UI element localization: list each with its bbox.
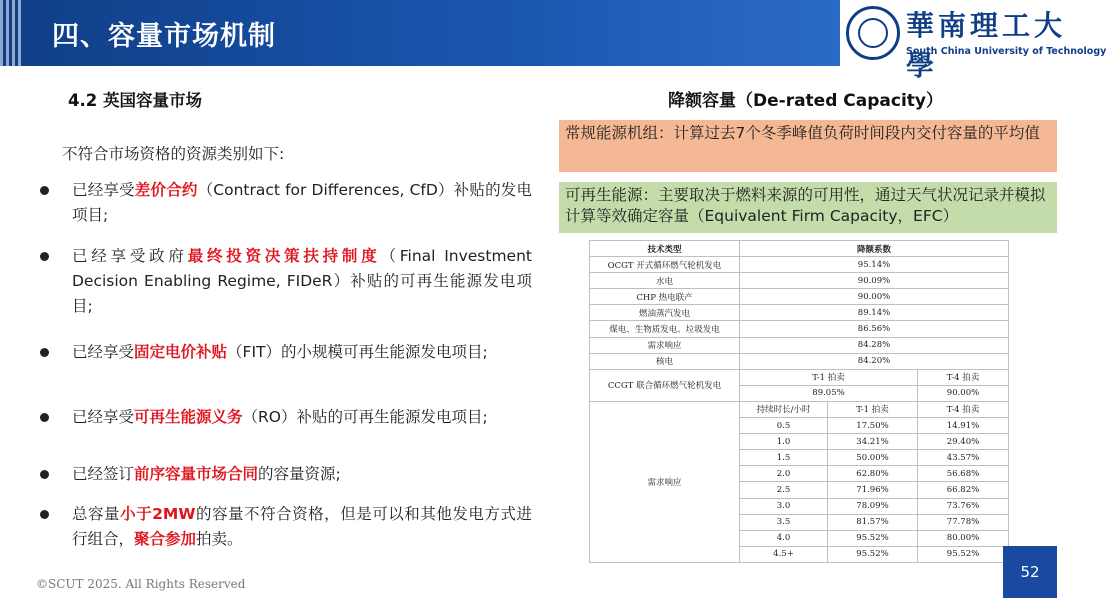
- table-cell: 89.14%: [740, 305, 1009, 321]
- table-row: [590, 257, 1009, 273]
- table-cell: 2.5: [740, 482, 828, 498]
- bullet-icon: [40, 186, 49, 195]
- university-name-cn: 華南理工大學: [906, 9, 1067, 82]
- table-cell: 62.80%: [828, 466, 918, 482]
- table-cell: 核电: [590, 353, 740, 369]
- table-cell: 89.05%: [740, 385, 918, 401]
- list-item: [40, 502, 532, 552]
- table-cell: 43.57%: [918, 450, 1009, 466]
- bullet-text: （Final Investment Decision Enabling Regime, FIDeR）补贴的可再生能源发电项目;: [72, 247, 532, 315]
- table-cell: 需求响应: [590, 337, 740, 353]
- section-subtitle: 4.2 英国容量市场: [68, 91, 202, 110]
- table-cell: 燃油蒸汽发电: [590, 305, 740, 321]
- table-cell: 84.28%: [740, 337, 1009, 353]
- table-cell: 1.0: [740, 434, 828, 450]
- bullet-highlight: 最终投资决策扶持制度: [187, 247, 381, 265]
- table-cell: 34.21%: [828, 434, 918, 450]
- bullet-icon: [40, 470, 49, 479]
- table-cell: CCGT 联合循环燃气轮机发电: [590, 369, 740, 401]
- column-header: 降额系数: [740, 241, 1009, 257]
- bullet-icon: [40, 252, 49, 261]
- table-cell: 29.40%: [918, 434, 1009, 450]
- table-cell: 95.52%: [918, 546, 1009, 562]
- table-cell: T-1 拍卖: [828, 401, 918, 417]
- table-cell: 14.91%: [918, 418, 1009, 434]
- column-header: 技术类型: [590, 241, 740, 257]
- table-cell: 84.20%: [740, 353, 1009, 369]
- table-cell: 95.14%: [740, 257, 1009, 273]
- table-cell: 95.52%: [828, 530, 918, 546]
- table-cell: 2.0: [740, 466, 828, 482]
- table-cell: 73.76%: [918, 498, 1009, 514]
- copyright-text: ©SCUT 2025. All Rights Reserved: [36, 577, 246, 591]
- table-cell: 4.5+: [740, 546, 828, 562]
- table-row: [590, 321, 1009, 337]
- table-cell: T-1 拍卖: [740, 369, 918, 385]
- table-cell: 77.78%: [918, 514, 1009, 530]
- table-row: [590, 273, 1009, 289]
- table-cell: 81.57%: [828, 514, 918, 530]
- bullet-text: 已经享受: [72, 343, 135, 361]
- table-row: [590, 337, 1009, 353]
- list-item: [40, 462, 532, 487]
- table-cell: 4.0: [740, 530, 828, 546]
- table-cell: CHP 热电联产: [590, 289, 740, 305]
- derating-factor-table: [589, 240, 1009, 563]
- table-cell: 需求响应: [590, 401, 740, 562]
- university-name-en: South China University of Technology: [906, 46, 1106, 57]
- bullet-text: （RO）补贴的可再生能源发电项目;: [242, 408, 488, 426]
- bullet-highlight: 聚合参加: [134, 530, 197, 548]
- table-cell: 1.5: [740, 450, 828, 466]
- bullet-text: 拍卖。: [196, 530, 243, 548]
- list-item: [40, 244, 532, 319]
- table-cell: 80.00%: [918, 530, 1009, 546]
- table-cell: 0.5: [740, 418, 828, 434]
- bullet-icon: [40, 510, 49, 519]
- table-header-row: [590, 241, 1009, 257]
- table-row: [590, 401, 1009, 417]
- table-cell: 50.00%: [828, 450, 918, 466]
- bullet-text: 已经享受: [72, 181, 135, 199]
- bullet-highlight: 固定电价补贴: [134, 343, 228, 361]
- table-row: [590, 289, 1009, 305]
- bullet-text: 总容量: [72, 505, 121, 523]
- bullet-text: （Contract for Differences, CfD）补贴的发电项目;: [72, 181, 532, 224]
- bullet-highlight: 前序容量市场合同: [134, 465, 259, 483]
- bullet-highlight: 差价合约: [134, 181, 198, 199]
- university-logo: [846, 4, 1106, 82]
- table-cell: 3.0: [740, 498, 828, 514]
- page-number: 52: [1003, 546, 1057, 598]
- bullet-text: 已经签订: [72, 465, 135, 483]
- bullet-text: 的容量不符合资格，但是可以和其他发电方式进行组合，: [72, 505, 532, 548]
- table-cell: OCGT 开式循环燃气轮机发电: [590, 257, 740, 273]
- bullet-text: 已经享受政府: [72, 247, 188, 265]
- table-row: [590, 369, 1009, 385]
- decorative-stripes: [0, 0, 26, 66]
- slide-title: 四、容量市场机制: [52, 21, 276, 52]
- table-cell: 90.00%: [918, 385, 1009, 401]
- table-cell: 水电: [590, 273, 740, 289]
- table-cell: 持续时长/小时: [740, 401, 828, 417]
- table-cell: 90.09%: [740, 273, 1009, 289]
- list-item: [40, 178, 532, 228]
- table-cell: 95.52%: [828, 546, 918, 562]
- table-cell: 17.50%: [828, 418, 918, 434]
- bullet-text: （FIT）的小规模可再生能源发电项目;: [227, 343, 488, 361]
- table-cell: 71.96%: [828, 482, 918, 498]
- university-seal-icon: [846, 6, 900, 60]
- table-row: [590, 353, 1009, 369]
- table-cell: 3.5: [740, 514, 828, 530]
- bullet-highlight: 小于2MW: [120, 505, 196, 523]
- conventional-energy-box: 常规能源机组：计算过去7个冬季峰值负荷时间段内交付容量的平均值: [559, 120, 1057, 172]
- intro-text: 不符合市场资格的资源类别如下:: [62, 145, 285, 163]
- list-item: [40, 340, 532, 365]
- renewable-energy-box: 可再生能源：主要取决于燃料来源的可用性，通过天气状况记录并模拟计算等效确定容量（Equivalent Firm Capacity，EFC）: [559, 182, 1057, 233]
- table-cell: 56.68%: [918, 466, 1009, 482]
- table-cell: T-4 拍卖: [918, 401, 1009, 417]
- table-cell: 86.56%: [740, 321, 1009, 337]
- title-band: [0, 0, 840, 66]
- table-cell: T-4 拍卖: [918, 369, 1009, 385]
- derated-capacity-title: 降额容量（De-rated Capacity）: [668, 91, 943, 111]
- table-cell: 90.00%: [740, 289, 1009, 305]
- list-item: [40, 405, 532, 430]
- table-cell: 78.09%: [828, 498, 918, 514]
- bullet-highlight: 可再生能源义务: [134, 408, 243, 426]
- bullet-text: 的容量资源;: [258, 465, 341, 483]
- bullet-icon: [40, 413, 49, 422]
- table-row: [590, 305, 1009, 321]
- bullet-text: 已经享受: [72, 408, 135, 426]
- table-cell: 66.82%: [918, 482, 1009, 498]
- table-cell: 煤电、生物质发电、垃圾发电: [590, 321, 740, 337]
- bullet-icon: [40, 348, 49, 357]
- slide-header: [0, 0, 1106, 82]
